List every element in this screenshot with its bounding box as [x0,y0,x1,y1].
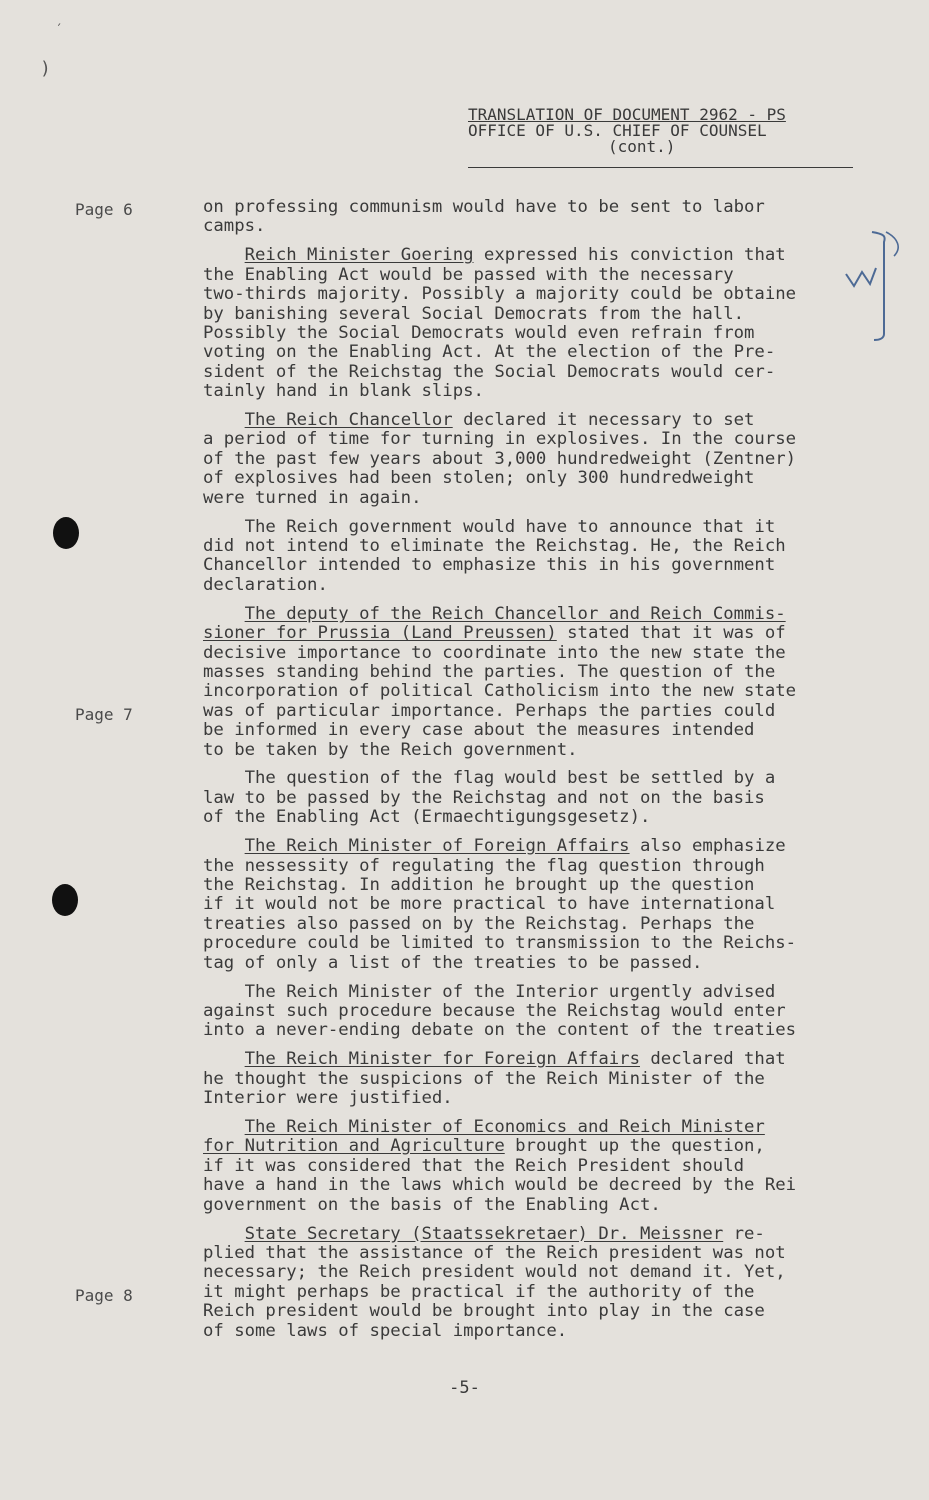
paragraph: The question of the flag would best be settled by a law to be passed by the Reichstag and not on the basis of the Enabling Act (Ermaechtigungsgesetz). [203,768,776,828]
paragraph: The Reich Minister of Foreign Affairs also emphasize the nessessity of regulating the flag question through the Reichstag. In addition he brought up the question if it would not be more practical to have international treaties also passed on by the Reichstag. Perhaps the procedure could be limited to transmission to the Reichs- tag of only a list of the treaties to be passed. [203,836,797,973]
paragraph: State Secretary (Staatssekretaer) Dr. Meissner re- plied that the assistance of the Reich president was not necessary; the Reich president would not demand it. Yet, it might perhaps be practical if the authority of the Reich president would be brought into play in the case of some laws of special importance. [203,1223,786,1341]
margin-page-8: Page 8 [75,1286,133,1305]
document-header [468,107,853,155]
paragraph: on professing communism would have to be sent to labor camps. [203,197,765,237]
paragraph: The Reich Minister of Economics and Reich Minister for Nutrition and Agriculture brought up the question, if it was considered that the Reich President should have a hand in the laws which would be decreed by the Rei government on the basis of the Enabling Act. [203,1116,797,1215]
paper-mark: ) [40,58,51,79]
paragraph: The Reich Minister of the Interior urgently advised against such procedure because the Reichstag would enter into a never-ending debate on the content of the treaties [203,981,797,1041]
document-body [203,198,883,1350]
header-continued: (cont.) [608,137,676,156]
header-title: TRANSLATION OF DOCUMENT 2962 - PS [468,105,786,124]
punch-hole [52,884,78,916]
paragraph: The Reich Chancellor declared it necessary to set a period of time for turning in explosives. In the course of the past few years about 3,000 hundredweight (Zentner) of explosives had been stolen; only 300 hundredweight were turned in again. [203,410,797,508]
paragraph: The Reich Minister for Foreign Affairs declared that he thought the suspicions of the Reich Minister of the Interior were justified. [203,1049,786,1109]
paragraph: The Reich government would have to announce that it did not intend to eliminate the Reichstag. He, the Reich Chancellor intended to emphasize this in his government declaration. [203,516,786,595]
header-office: OFFICE OF U.S. CHIEF OF COUNSEL [468,121,767,140]
paper-mark: ′ [55,22,64,38]
margin-page-7: Page 7 [75,705,133,724]
paragraph: The deputy of the Reich Chancellor and Reich Commis- sioner for Prussia (Land Preussen) stated that it was of decisive importance to coordinate into the new state the masses standing behind the parties. The question of the incorporation of political Catholicism into the new state was of particular importance. Perhaps the parties could be informed in every case about the measures intended to be taken by the Reich government. [203,603,797,760]
paragraph: Reich Minister Goering expressed his conviction that the Enabling Act would be passed with the necessary two-thirds majority. Possibly a majority could be obtaine by banishing several Social Democrats from the hall. Possibly the Social Democrats would even refrain from voting on the Enabling Act. At the election of the Pre- sident of the Reichstag the Social Democrats would cer- tainly hand in blank slips. [203,245,797,402]
page-number: -5- [449,1378,480,1398]
margin-page-6: Page 6 [75,200,133,219]
punch-hole [53,517,79,549]
header-rule [468,167,853,168]
